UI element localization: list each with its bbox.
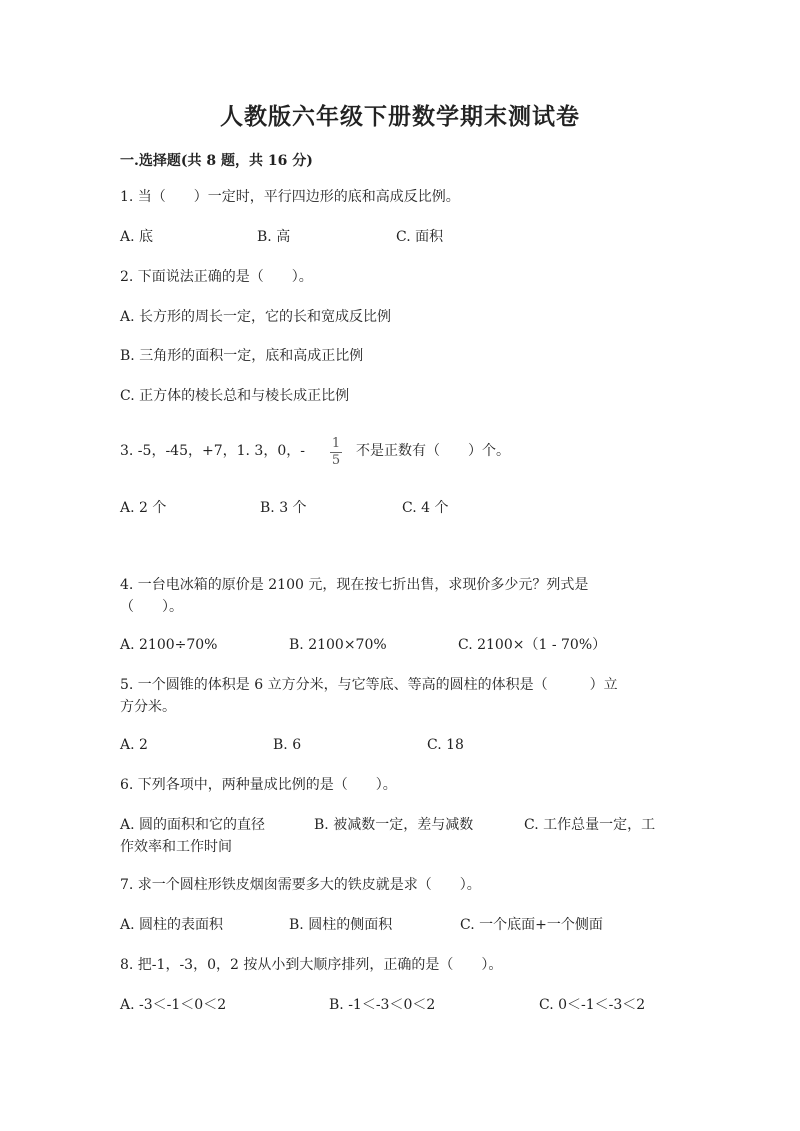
question-8-option-a: A. -3＜-1＜0＜2 xyxy=(120,997,227,1013)
question-7-option-a: A. 圆柱的表面积 xyxy=(120,917,224,933)
question-5-option-b: B. 6 xyxy=(273,737,302,753)
question-4-stem-line2: （ ）。 xyxy=(120,599,183,615)
question-5-option-c: C. 18 xyxy=(427,737,464,753)
question-6-option-c: C. 工作总量一定，工 xyxy=(524,817,656,833)
question-1-option-a: A. 底 xyxy=(120,229,154,245)
question-2-option-a: A. 长方形的周长一定，它的长和宽成反比例 xyxy=(120,309,392,325)
question-1-option-c: C. 面积 xyxy=(396,229,444,245)
section-heading: 一.选择题(共 8 题，共 16 分) xyxy=(120,153,313,169)
question-6-option-a: A. 圆的面积和它的直径 xyxy=(120,817,266,833)
question-4-option-b: B. 2100×70% xyxy=(289,637,387,653)
question-5-option-a: A. 2 xyxy=(120,737,148,753)
question-4-stem-line1: 4. 一台电冰箱的原价是 2100 元，现在按七折出售，求现价多少元？列式是 xyxy=(120,577,589,593)
question-5-stem-line2: 方分米。 xyxy=(120,699,176,715)
question-4-option-a: A. 2100÷70% xyxy=(120,637,218,653)
question-6-stem: 6. 下列各项中，两种量成比例的是（ ）。 xyxy=(120,777,397,793)
question-7-option-c: C. 一个底面+一个侧面 xyxy=(460,917,603,933)
question-8-stem: 8. 把-1，-3，0，2 按从小到大顺序排列，正确的是（ ）。 xyxy=(120,957,503,973)
question-7-option-b: B. 圆柱的侧面积 xyxy=(289,917,393,933)
question-3-option-b: B. 3 个 xyxy=(260,500,307,516)
fraction-one-fifth xyxy=(328,436,344,469)
page-title: 人教版六年级下册数学期末测试卷 xyxy=(220,103,580,130)
question-3-option-a: A. 2 个 xyxy=(120,500,167,516)
fraction-numerator: 1 xyxy=(331,436,341,451)
question-2-option-b: B. 三角形的面积一定，底和高成正比例 xyxy=(120,348,364,364)
question-5-stem-line1: 5. 一个圆锥的体积是 6 立方分米，与它等底、等高的圆柱的体积是（ ）立 xyxy=(120,677,618,693)
question-1-stem: 1. 当（ ）一定时，平行四边形的底和高成反比例。 xyxy=(120,189,460,205)
fraction-denominator: 5 xyxy=(331,453,341,468)
question-8-option-b: B. -1＜-3＜0＜2 xyxy=(329,997,436,1013)
question-3-stem-end: 不是正数有（ ）个。 xyxy=(356,443,510,459)
question-7-stem: 7. 求一个圆柱形铁皮烟囱需要多大的铁皮就是求（ ）。 xyxy=(120,877,481,893)
question-2-stem: 2. 下面说法正确的是（ ）。 xyxy=(120,269,313,285)
question-1-option-b: B. 高 xyxy=(257,229,291,245)
question-6-option-b: B. 被减数一定，差与减数 xyxy=(314,817,474,833)
question-6-option-c-continued: 作效率和工作时间 xyxy=(120,839,232,855)
question-3-stem-start: 3. -5，-45，+7，1. 3，0，- xyxy=(120,443,305,459)
question-8-option-c: C. 0＜-1＜-3＜2 xyxy=(539,997,646,1013)
question-2-option-c: C. 正方体的棱长总和与棱长成正比例 xyxy=(120,388,350,404)
question-3-option-c: C. 4 个 xyxy=(402,500,449,516)
question-4-option-c: C. 2100×（1 - 70%） xyxy=(458,637,607,653)
